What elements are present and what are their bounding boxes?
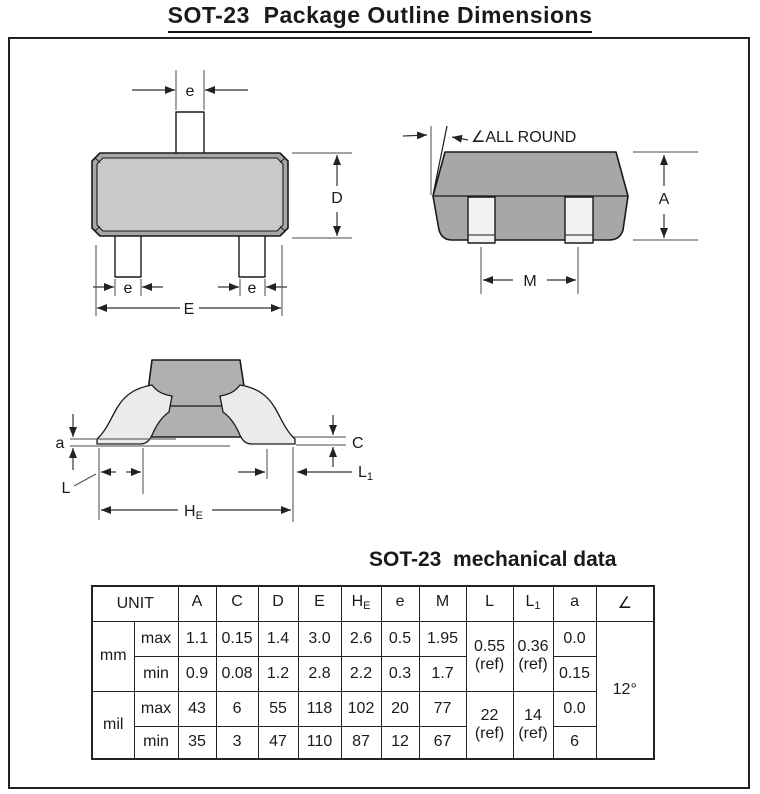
cell: 2.2: [341, 656, 381, 691]
header-A: A: [178, 586, 216, 621]
cell: 1.95: [419, 621, 466, 656]
bound-min: min: [134, 726, 178, 759]
side-view: [403, 126, 698, 294]
cell: 0.08: [216, 656, 258, 691]
header-a: a: [553, 586, 596, 621]
table-row-mil-min: [92, 726, 654, 759]
dim-label-E: E: [183, 301, 195, 318]
table-row-mm-max: [92, 621, 654, 656]
front-view: [56, 360, 373, 522]
cell: 67: [419, 726, 466, 759]
header-angle: ∠: [596, 586, 654, 621]
cell: 12: [381, 726, 419, 759]
dim-label-HE: HE: [184, 503, 203, 522]
cell: 0.15: [553, 656, 596, 691]
top-view-pin-bottom-left: [115, 232, 141, 277]
cell: 1.2: [258, 656, 298, 691]
page-title: SOT-23 Package Outline Dimensions: [168, 2, 593, 33]
table-title: SOT-23 mechanical data: [369, 548, 617, 571]
dim-e-top: [132, 70, 248, 110]
dim-e-bottom-right: [218, 279, 287, 297]
side-view-pin-right: [565, 197, 593, 243]
dim-label-e-bottom-left: e: [123, 280, 133, 297]
cell: 55: [258, 691, 298, 726]
dim-label-D: D: [331, 190, 343, 207]
dim-D: [292, 153, 352, 238]
header-D: D: [258, 586, 298, 621]
top-view-pin-top: [176, 112, 204, 154]
dim-label-e-top: e: [185, 83, 195, 100]
cell: 2.8: [298, 656, 341, 691]
cell: 43: [178, 691, 216, 726]
dim-C: [294, 415, 364, 467]
header-E: E: [298, 586, 341, 621]
dim-label-L: L: [61, 480, 71, 497]
dim-label-C: C: [352, 435, 364, 452]
dim-label-a: a: [55, 435, 65, 452]
cell: 102: [341, 691, 381, 726]
cell: 2.6: [341, 621, 381, 656]
dim-e-bottom-left: [93, 279, 163, 297]
bound-min: min: [134, 656, 178, 691]
bound-max: max: [134, 621, 178, 656]
cell: 0.15: [216, 621, 258, 656]
dim-label-M: M: [523, 273, 537, 290]
top-view-pin-bottom-right: [239, 232, 265, 277]
header-L: L: [466, 586, 513, 621]
cell: 3.0: [298, 621, 341, 656]
unit-mil: mil: [92, 691, 134, 759]
header-e: e: [381, 586, 419, 621]
cell: 0.3: [381, 656, 419, 691]
cell: 35: [178, 726, 216, 759]
dim-L1: [238, 449, 373, 483]
cell: 0.5: [381, 621, 419, 656]
dim-label-L1: L1: [358, 464, 374, 483]
cell: 1.1: [178, 621, 216, 656]
dim-HE: [101, 447, 293, 522]
cell-L-mil: 22 (ref): [466, 691, 513, 759]
cell-L1-mm: 0.36 (ref): [513, 621, 553, 691]
header-unit: UNIT: [92, 586, 178, 621]
table-header-row: [92, 586, 654, 621]
cell: 6: [553, 726, 596, 759]
cell-L-mm: 0.55 (ref): [466, 621, 513, 691]
cell: 77: [419, 691, 466, 726]
cell: 118: [298, 691, 341, 726]
dim-label-A: A: [658, 191, 670, 208]
cell: 0.0: [553, 621, 596, 656]
all-round-label: ∠ALL ROUND: [471, 129, 577, 146]
dim-A: [633, 152, 698, 240]
cell: 1.7: [419, 656, 466, 691]
cell: 47: [258, 726, 298, 759]
bound-max: max: [134, 691, 178, 726]
top-view: [92, 70, 352, 318]
cell: 6: [216, 691, 258, 726]
cell: 87: [341, 726, 381, 759]
top-view-body-inner: [97, 158, 283, 231]
cell-angle: 12°: [596, 621, 654, 759]
header-C: C: [216, 586, 258, 621]
cell: 110: [298, 726, 341, 759]
cell: 0.9: [178, 656, 216, 691]
cell-L1-mil: 14 (ref): [513, 691, 553, 759]
dim-L: [62, 448, 143, 520]
dim-M: [481, 247, 578, 294]
table-row-mil-max: [92, 691, 654, 726]
table-row-mm-min: [92, 656, 654, 691]
cell: 1.4: [258, 621, 298, 656]
header-HE: $H_E$: [341, 586, 381, 621]
mechanical-data-table: [91, 585, 655, 760]
cell: 20: [381, 691, 419, 726]
cell: 3: [216, 726, 258, 759]
header-L1: $L_1$: [513, 586, 553, 621]
cell: 0.0: [553, 691, 596, 726]
side-view-pin-left: [468, 197, 495, 243]
header-M: M: [419, 586, 466, 621]
unit-mm: mm: [92, 621, 134, 691]
dim-label-e-bottom-right: e: [247, 280, 257, 297]
